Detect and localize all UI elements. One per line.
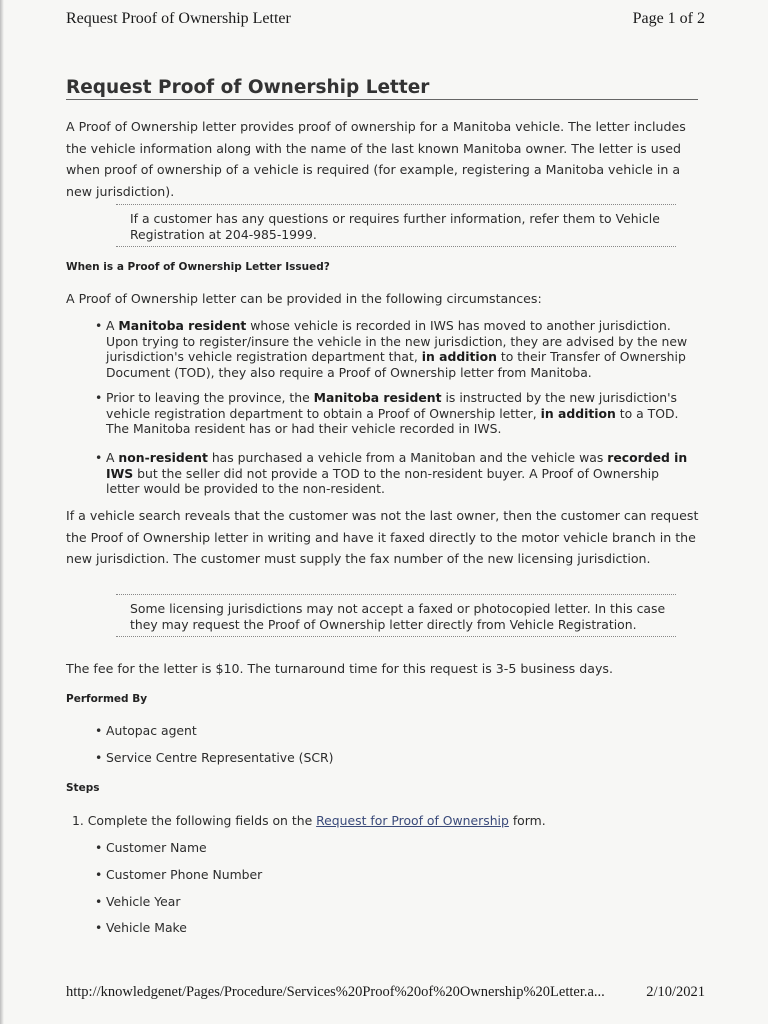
list-item-field [95, 919, 695, 937]
bullet-icon: • [95, 390, 103, 405]
print-footer-url: http://knowledgenet/Pages/Procedure/Services%20Proof%20of%20Ownership%20Letter.a... [66, 984, 605, 1000]
bullet-icon: • [95, 920, 103, 935]
list-item-performer [95, 722, 695, 740]
list-item-circumstance-1 [95, 318, 695, 380]
print-header-title: Request Proof of Ownership Letter [66, 10, 291, 27]
list-item-circumstance-3 [95, 450, 695, 497]
list-item-text: Service Centre Representative (SCR) [106, 750, 334, 765]
fee-paragraph: The fee for the letter is $10. The turnaround time for this request is 3-5 business days. [66, 661, 613, 676]
list-item-text: A Manitoba resident whose vehicle is recorded in IWS has moved to another jurisdiction. Upon trying to register/insure the vehicle in the new jurisdiction, they are advised by the new jurisdiction's vehicle registration department that, in addition to their Transfer of Ownership Document (TOD), they also require a Proof of Ownership letter from Manitoba. [106, 318, 688, 380]
list-item-text: Vehicle Year [106, 894, 181, 909]
section-heading-when: When is a Proof of Ownership Letter Issued? [66, 261, 330, 273]
list-item-text: Customer Name [106, 840, 207, 855]
list-item-text: A non-resident has purchased a vehicle from a Manitoban and the vehicle was recorded in IWS but the seller did not provide a TOD to the non-resident buyer. A Proof of Ownership letter would be provided to the non-resident. [106, 450, 688, 497]
list-item-field [95, 893, 695, 911]
list-item-text: Customer Phone Number [106, 867, 263, 882]
bullet-icon: • [95, 867, 103, 882]
vehicle-search-paragraph: If a vehicle search reveals that the customer was not the last owner, then the customer can request the Proof of Ownership letter in writing and have it faxed directly to the motor vehicle branch in the new jurisdiction. The customer must supply the fax number of the new licensing jurisdiction. [66, 508, 699, 566]
print-page-number: Page 1 of 2 [632, 10, 705, 27]
bullet-icon: • [95, 840, 103, 855]
list-item-field [95, 866, 695, 884]
request-form-link[interactable]: Request for Proof of Ownership [316, 813, 509, 828]
circumstances-intro: A Proof of Ownership letter can be provided in the following circumstances: [66, 291, 542, 306]
intro-paragraph: A Proof of Ownership letter provides proof of ownership for a Manitoba vehicle. The letter includes the vehicle information along with the name of the last known Manitoba owner. The letter is used when proof of ownership of a vehicle is required (for example, registering a Manitoba vehicle in a new jurisdiction). [66, 119, 686, 199]
scan-edge [0, 0, 4, 1024]
bullet-icon: • [95, 318, 103, 333]
section-heading-performed-by: Performed By [66, 693, 148, 705]
list-item-circumstance-2 [95, 390, 695, 437]
info-note-contact: If a customer has any questions or requires further information, refer them to Vehicle Registration at 204-985-1999. [116, 204, 676, 247]
list-item-performer [95, 749, 695, 767]
list-item-text: Autopac agent [106, 723, 197, 738]
bullet-icon: • [95, 894, 103, 909]
list-item-text: Prior to leaving the province, the Manitoba resident is instructed by the new jurisdiction's vehicle registration department to obtain a Proof of Ownership letter, in addition to a TOD. The Manitoba resident has or had their vehicle recorded in IWS. [106, 390, 679, 437]
page-title: Request Proof of Ownership Letter [66, 77, 698, 100]
section-heading-steps: Steps [66, 782, 100, 794]
print-footer-date: 2/10/2021 [646, 984, 705, 1000]
list-item-text: Vehicle Make [106, 920, 187, 935]
list-item-field [95, 839, 695, 857]
bullet-icon: • [95, 450, 103, 465]
info-note-fax: Some licensing jurisdictions may not accept a faxed or photocopied letter. In this case they may request the Proof of Ownership letter directly from Vehicle Registration. [116, 594, 676, 637]
bullet-icon: • [95, 750, 103, 765]
step-number: 1. [72, 813, 84, 828]
step-text: Complete the following fields on the Request for Proof of Ownership form. [87, 813, 546, 828]
step-1 [72, 812, 546, 830]
bullet-icon: • [95, 723, 103, 738]
